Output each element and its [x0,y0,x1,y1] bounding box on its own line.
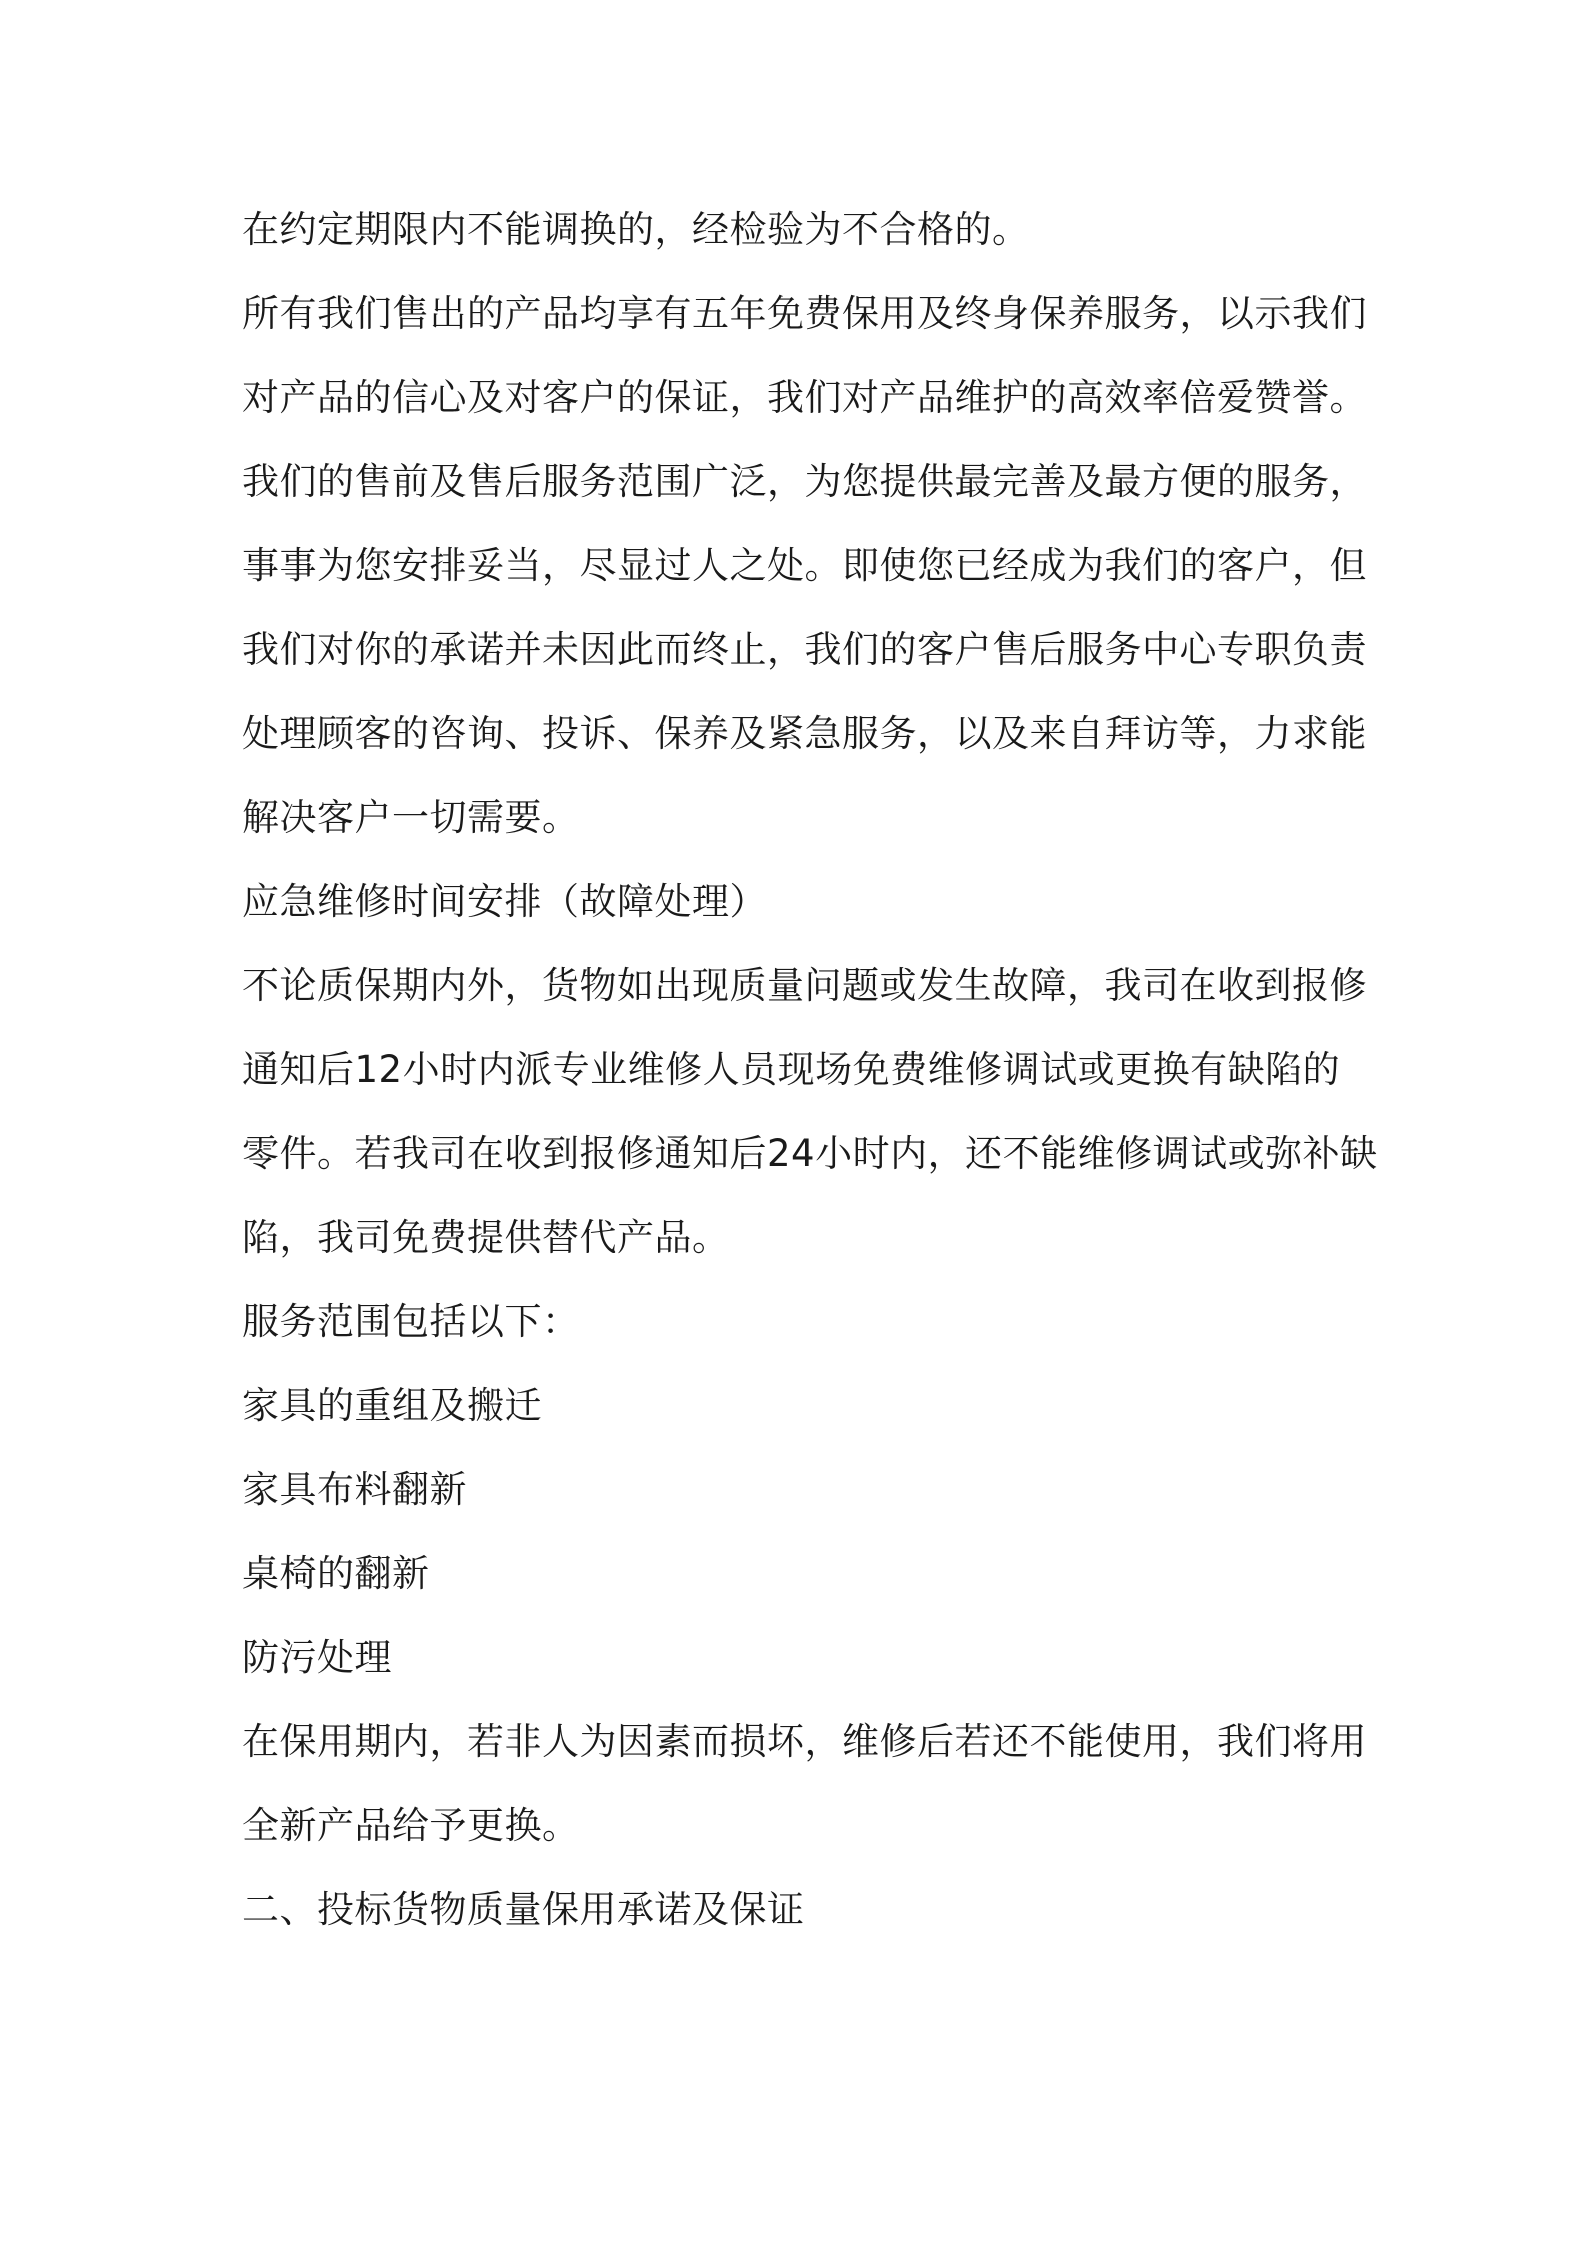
text-line: 我们的售前及售后服务范围广泛，为您提供最完善及最方便的服务， [242,460,1367,503]
list-heading: 服务范围包括以下： [242,1300,580,1343]
list-item: 家具布料翻新 [242,1468,467,1511]
text-line: 在约定期限内不能调换的，经检验为不合格的。 [242,208,1030,251]
text-line: 不论质保期内外，货物如出现质量问题或发生故障，我司在收到报修 [242,964,1367,1007]
text-line: 全新产品给予更换。 [242,1804,580,1847]
text-line: 处理顾客的咨询、投诉、保养及紧急服务，以及来自拜访等，力求能 [242,712,1367,755]
document-body [242,198,1378,1962]
text-line: 所有我们售出的产品均享有五年免费保用及终身保养服务，以示我们 [242,292,1367,335]
text-line: 事事为您安排妥当，尽显过人之处。即使您已经成为我们的客户，但 [242,544,1367,587]
section-heading: 应急维修时间安排（故障处理） [242,880,767,923]
text-line: 对产品的信心及对客户的保证，我们对产品维护的高效率倍爱赞誉。 [242,376,1367,419]
text-line: 在保用期内，若非人为因素而损坏，维修后若还不能使用，我们将用 [242,1720,1367,1763]
list-item: 防污处理 [242,1636,392,1679]
text-line: 陷，我司免费提供替代产品。 [242,1216,730,1259]
list-item: 桌椅的翻新 [242,1552,430,1595]
list-item: 家具的重组及搬迁 [242,1384,542,1427]
text-line: 解决客户一切需要。 [242,796,580,839]
text-line: 通知后12小时内派专业维修人员现场免费维修调试或更换有缺陷的 [242,1048,1341,1091]
text-line: 零件。若我司在收到报修通知后24小时内，还不能维修调试或弥补缺 [242,1132,1378,1175]
text-line: 我们对你的承诺并未因此而终止，我们的客户售后服务中心专职负责 [242,628,1367,671]
section-heading: 二、投标货物质量保用承诺及保证 [242,1888,805,1931]
